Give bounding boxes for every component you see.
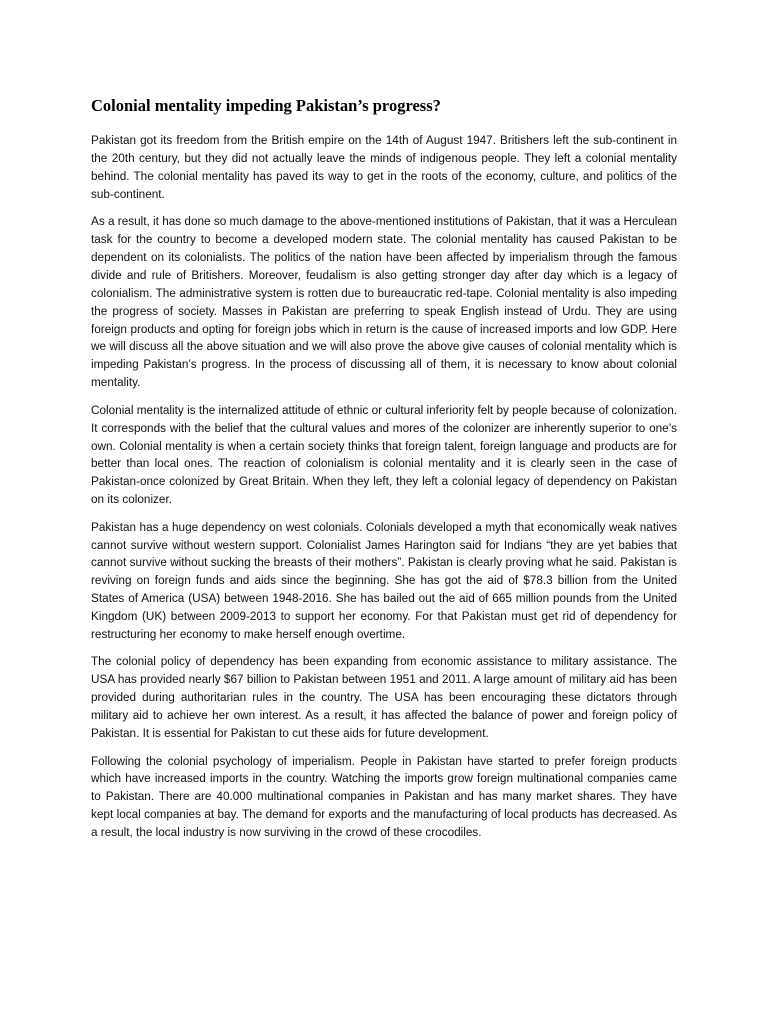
paragraph-4: Pakistan has a huge dependency on west colonials. Colonials developed a myth that economically weak natives cannot survive without western support. Colonialist James Harington said for Indians “they are yet babies that cannot survive without sucking the breasts of their mothers”. Pakistan is clearly proving what he said. Pakistan is reviving on foreign funds and aids since the beginning. She has got the aid of $78.3 billion from the United States of America (USA) between 1948-2016. She has bailed out the aid of 665 million pounds from the United Kingdom (UK) between 2009-2013 to support her economy. For that Pakistan must get rid of dependency for restructuring her economy to make herself enough overtime.	[91, 520, 677, 642]
paragraph-2: As a result, it has done so much damage to the above-mentioned institutions of Pakistan, that it was a Herculean task for the country to become a developed modern state. The colonial mentality has caused Pakistan to be dependent on its colonialists. The politics of the nation have been affected by imperialism through the famous divide and rule of Britishers. Moreover, feudalism is also getting stronger day after day which is a legacy of colonialism. The administrative system is rotten due to bureaucratic red-tape. Colonial mentality is also impeding the progress of society. Masses in Pakistan are preferring to speak English instead of Urdu. They are using foreign products and opting for foreign jobs which in return is the cause of increased imports and low GDP. Here we will discuss all the above situation and we will also prove the above give causes of colonial mentality which is impeding Pakistan’s progress. In the process of discussing all of them, it is necessary to know about colonial mentality.	[91, 215, 677, 390]
paragraph-1: Pakistan got its freedom from the British empire on the 14th of August 1947. Britishers left the sub-continent in the 20th century, but they did not actually leave the minds of indigenous people. They left a colonial mentality behind. The colonial mentality has paved its way to get in the roots of the economy, culture, and politics of the sub-continent.	[91, 134, 677, 201]
document-body	[91, 96, 677, 842]
paragraph-6: Following the colonial psychology of imperialism. People in Pakistan have started to prefer foreign products which have increased imports in the country. Watching the imports grow foreign multinational companies came to Pakistan. There are 40.000 multinational companies in Pakistan and has many market shares. They have kept local companies at bay. The demand for exports and the manufacturing of local products has decreased. As a result, the local industry is now surviving in the crowd of these crocodiles.	[91, 754, 677, 840]
document-title: Colonial mentality impeding Pakistan’s progress?	[91, 96, 441, 115]
paragraph-5: The colonial policy of dependency has been expanding from economic assistance to military assistance. The USA has provided nearly $67 billion to Pakistan between 1951 and 2011. A large amount of military aid has been provided during authoritarian rules in the country. The USA has been encouraging these dictators through military aid to achieve her own interest. As a result, it has affected the balance of power and foreign policy of Pakistan. It is essential for Pakistan to cut these aids for future development.	[91, 655, 677, 741]
paragraph-3: Colonial mentality is the internalized attitude of ethnic or cultural inferiority felt by people because of colonization. It corresponds with the belief that the cultural values and mores of the colonizer are inherently superior to one’s own. Colonial mentality is when a certain society thinks that foreign talent, foreign language and products are for better than local ones. The reaction of colonialism is colonial mentality and it is clearly seen in the case of Pakistan-once colonized by Great Britain. When they left, they left a colonial legacy of dependency on Pakistan on its colonizer.	[91, 403, 677, 507]
